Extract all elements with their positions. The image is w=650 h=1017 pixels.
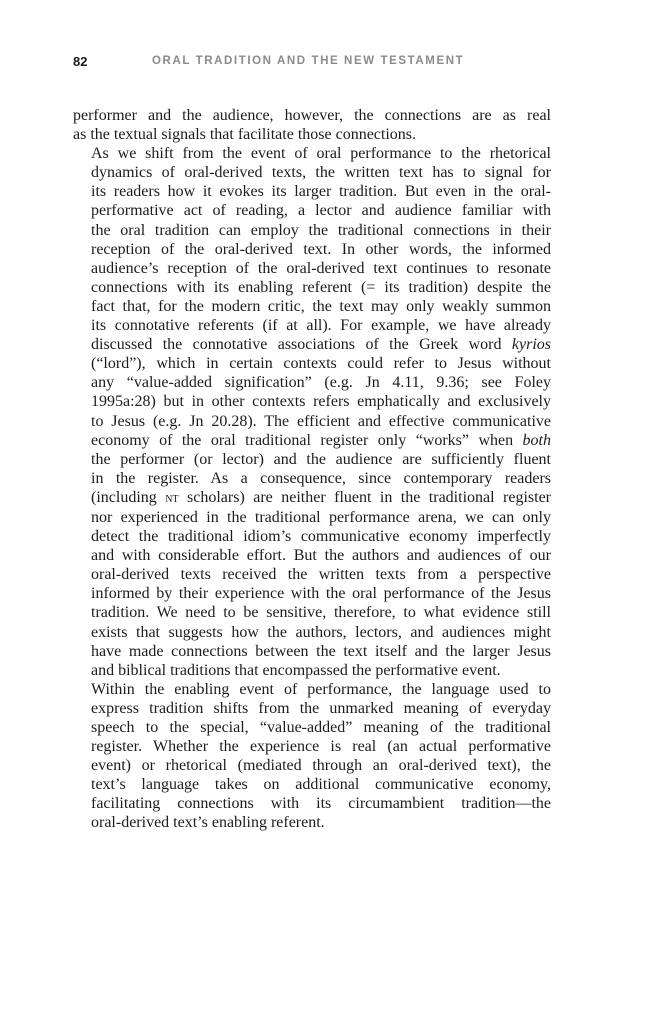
- text-line: in the register. As a consequence, since contemporary readers: [91, 469, 551, 487]
- text-line: performative act of reading, a lector and audience familiar with: [91, 202, 551, 220]
- text-line: speech to the special, “value-added” meaning of the traditional: [91, 719, 551, 736]
- text-line: detect the traditional idiom’s communicative economy imperfectly: [91, 528, 551, 546]
- text-line: tradition. We need to be sensitive, therefore, to what evidence still: [91, 604, 551, 622]
- text-line: (“lord”), which in certain contexts could refer to Jesus without: [91, 355, 551, 373]
- text-line: informed by their experience with the oral performance of the Jesus: [91, 585, 551, 603]
- text-line: economy of the oral traditional register only “works” when both: [91, 431, 551, 449]
- text-line: oral-derived texts received the written texts from a perspective: [91, 566, 551, 584]
- text-line: reception of the oral-derived text. In other words, the informed: [91, 240, 551, 258]
- text-line: (including nt scholars) are neither fluent in the traditional register: [91, 488, 552, 506]
- text-line: fact that, for the modern critic, the text may only weakly summon: [91, 297, 551, 315]
- paragraph-3: [73, 680, 551, 833]
- text-line: and with considerable effort. But the authors and audiences of our: [91, 547, 551, 565]
- text-line: as the textual signals that facilitate those connections.: [73, 126, 417, 144]
- text-line: discussed the connotative associations of the Greek word kyrios: [91, 336, 551, 354]
- text-line: to Jesus (e.g. Jn 20.28). The efficient and effective communicative: [91, 412, 551, 430]
- text-line: its readers how it evokes its larger tradition. But even in the oral-: [91, 183, 551, 201]
- paragraph-1: [73, 106, 551, 144]
- text-line: oral-derived text’s enabling referent.: [91, 814, 325, 832]
- text-line: dynamics of oral-derived texts, the written text has to signal for: [91, 164, 551, 182]
- text-line: the performer (or lector) and the audience are sufficiently fluent: [91, 450, 551, 468]
- text-line: express tradition shifts from the unmarked meaning of everyday: [91, 699, 551, 717]
- text-line: register. Whether the experience is real (an actual performative: [91, 738, 551, 756]
- text-line: exists that suggests how the authors, lectors, and audiences might: [91, 623, 551, 641]
- text-line: nor experienced in the traditional performance arena, we can only: [91, 508, 551, 526]
- text-line: performer and the audience, however, the connections are as real: [73, 107, 551, 124]
- text-line: and biblical traditions that encompassed the performative event.: [91, 661, 501, 679]
- text-line: text’s language takes on additional communicative economy,: [91, 776, 551, 794]
- paragraph-2: [73, 144, 551, 680]
- text-line: event) or rhetorical (mediated through an oral-derived text), the: [91, 757, 551, 775]
- text-line: its connotative referents (if at all). For example, we have already: [91, 317, 551, 335]
- text-line: Within the enabling event of performance, the language used to: [91, 680, 551, 698]
- running-title: ORAL TRADITION AND THE NEW TESTAMENT: [152, 55, 465, 67]
- text-line: connections with its enabling referent (= its tradition) despite the: [91, 278, 551, 296]
- text-line: any “value-added signification” (e.g. Jn 4.11, 9.36; see Foley: [91, 374, 551, 392]
- text-line: the oral tradition can employ the traditional connections in their: [91, 221, 551, 239]
- text-line: facilitating connections with its circumambient tradition—the: [91, 795, 551, 813]
- running-head: [73, 54, 553, 72]
- text-line: 1995a:28) but in other contexts refers emphatically and exclusively: [91, 393, 551, 411]
- text-line: audience’s reception of the oral-derived text continues to resonate: [91, 259, 551, 277]
- page-number: 82: [73, 54, 88, 69]
- text-line: have made connections between the text itself and the larger Jesus: [91, 642, 551, 660]
- text-line: As we shift from the event of oral performance to the rhetorical: [91, 145, 551, 163]
- body-text: [73, 106, 551, 833]
